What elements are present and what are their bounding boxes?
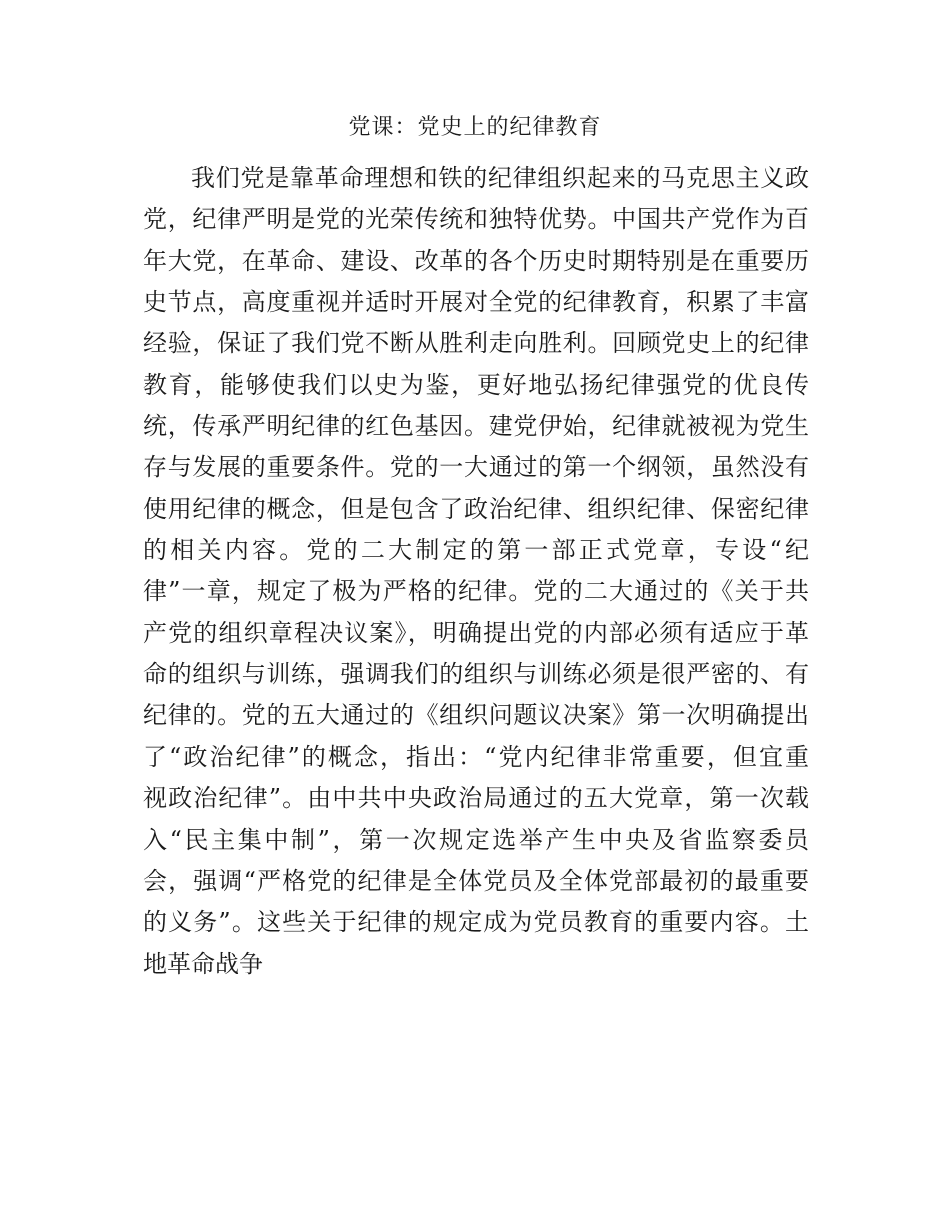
body-line: 入“民主集中制”，第一次规定选举产生中央及省监察委员 — [143, 825, 809, 854]
body-line: 命的组织与训练，强调我们的组织与训练必须是很严密的、有 — [143, 660, 809, 689]
body-line: 存与发展的重要条件。党的一大通过的第一个纲领，虽然没有 — [143, 453, 809, 482]
body-line: 的相关内容。党的二大制定的第一部正式党章，专设“纪 — [143, 536, 809, 565]
body-line: 年大党，在革命、建设、改革的各个历史时期特别是在重要历 — [143, 246, 809, 275]
body-line: 纪律的。党的五大通过的《组织问题议决案》第一次明确提出 — [143, 701, 809, 730]
document-title: 党课：党史上的纪律教育 — [348, 115, 602, 140]
body-line: 教育，能够使我们以史为鉴，更好地弘扬纪律强党的优良传 — [143, 370, 809, 399]
body-line: 了“政治纪律”的概念，指出：“党内纪律非常重要，但宜重 — [143, 742, 809, 771]
body-line: 我们党是靠革命理想和铁的纪律组织起来的马克思主义政 — [191, 164, 809, 192]
body-line: 经验，保证了我们党不断从胜利走向胜利。回顾党史上的纪律 — [143, 329, 809, 358]
body-line: 党，纪律严明是党的光荣传统和独特优势。中国共产党作为百 — [143, 205, 809, 234]
body-line: 地革命战争 — [143, 949, 263, 978]
body-line: 使用纪律的概念，但是包含了政治纪律、组织纪律、保密纪律 — [143, 494, 809, 523]
body-line: 的义务”。这些关于纪律的规定成为党员教育的重要内容。土 — [143, 908, 809, 937]
body-line: 视政治纪律”。由中共中央政治局通过的五大党章，第一次载 — [143, 784, 809, 813]
body-line: 律”一章，规定了极为严格的纪律。党的二大通过的《关于共 — [143, 577, 809, 606]
body-line: 统，传承严明纪律的红色基因。建党伊始，纪律就被视为党生 — [143, 412, 809, 441]
document-body — [143, 158, 809, 985]
body-line: 产党的组织章程决议案》，明确提出党的内部必须有适应于革 — [143, 618, 809, 647]
body-line: 会，强调“严格党的纪律是全体党员及全体党部最初的最重要 — [143, 866, 809, 895]
body-line: 史节点，高度重视并适时开展对全党的纪律教育，积累了丰富 — [143, 288, 809, 317]
